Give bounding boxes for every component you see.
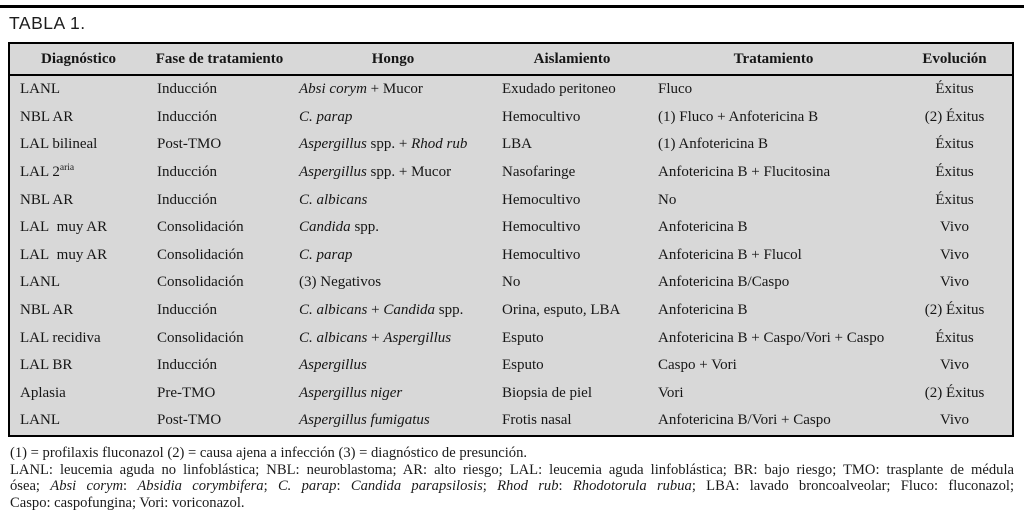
table-row	[10, 352, 1012, 380]
cell-evolucion: Vivo	[939, 357, 970, 374]
table-row	[10, 242, 1012, 270]
cell-aislamiento: Hemocultivo	[502, 191, 581, 208]
cell-aislamiento: Esputo	[502, 329, 544, 346]
cell-tratamiento: Fluco	[658, 81, 693, 98]
cell-diagnostico: LAL recidiva	[20, 329, 101, 346]
cell-diagnostico: Aplasia	[20, 384, 66, 401]
cell-fase-de-tratamiento: Inducción	[157, 302, 217, 319]
footnote-line: LANL: leucemia aguda no linfoblástica; NBL: neuroblastoma; AR: alto riesgo; LAL: leucemia aguda linfoblástica; BR: bajo riesgo; TMO: trasplante de médula	[10, 461, 1014, 478]
footnote-line: Caspo: caspofungina; Vori: voriconazol.	[10, 494, 245, 511]
table-row	[10, 297, 1012, 325]
table-row	[10, 380, 1012, 408]
cell-evolucion: Vivo	[939, 219, 970, 236]
cell-hongo: C. parap	[299, 108, 353, 125]
cell-tratamiento: Anfotericina B + Caspo/Vori + Caspo	[658, 329, 885, 346]
cell-evolucion: (2) Éxitus	[924, 302, 985, 319]
cell-hongo: (3) Negativos	[299, 274, 382, 291]
cell-diagnostico: LAL BR	[20, 357, 73, 374]
cell-tratamiento: Anfotericina B	[658, 219, 748, 236]
cell-diagnostico: LANL	[20, 274, 60, 291]
cell-aislamiento: No	[502, 274, 521, 291]
cell-hongo: Aspergillus niger	[299, 384, 403, 401]
cell-hongo: C. albicans	[299, 191, 368, 208]
cell-hongo: Aspergillus	[299, 357, 367, 374]
header-fase-de-tratamiento: Fase de tratamiento	[155, 50, 284, 67]
cell-diagnostico: LANL	[20, 81, 60, 98]
cell-aislamiento: Exudado peritoneo	[502, 81, 616, 98]
cell-fase-de-tratamiento: Post-TMO	[157, 412, 222, 429]
header-tratamiento: Tratamiento	[733, 50, 814, 67]
header-evolucion: Evolución	[922, 50, 987, 67]
cell-diagnostico: LAL bilineal	[20, 136, 98, 153]
cell-tratamiento: Anfotericina B + Flucitosina	[658, 164, 831, 181]
cell-aislamiento: Nasofaringe	[502, 164, 576, 181]
cell-fase-de-tratamiento: Consolidación	[157, 246, 244, 263]
cell-hongo: Absi corym + Mucor	[299, 81, 423, 98]
cell-diagnostico: NBL AR	[20, 191, 74, 208]
cell-hongo: Aspergillus spp. + Rhod rub	[299, 136, 468, 153]
table-row	[10, 407, 1012, 435]
cell-diagnostico: NBL AR	[20, 108, 74, 125]
cell-evolucion: Vivo	[939, 274, 970, 291]
cell-tratamiento: Anfotericina B	[658, 302, 748, 319]
cell-hongo: C. albicans + Aspergillus	[299, 329, 452, 346]
cell-fase-de-tratamiento: Post-TMO	[157, 136, 222, 153]
cell-hongo: Aspergillus spp. + Mucor	[299, 164, 452, 181]
cell-fase-de-tratamiento: Consolidación	[157, 329, 244, 346]
top-rule	[0, 5, 1024, 8]
cell-evolucion: (2) Éxitus	[924, 384, 985, 401]
cell-diagnostico: LAL muy AR	[20, 219, 108, 236]
header-hongo: Hongo	[371, 50, 415, 67]
cell-tratamiento: Anfotericina B/Caspo	[658, 274, 790, 291]
cell-aislamiento: Hemocultivo	[502, 108, 581, 125]
table-caption: TABLA 1.	[9, 13, 86, 33]
cell-fase-de-tratamiento: Consolidación	[157, 274, 244, 291]
cell-evolucion: Éxitus	[935, 329, 974, 346]
footnotes	[10, 445, 1014, 511]
table-body	[10, 76, 1012, 435]
cell-evolucion: Éxitus	[935, 164, 974, 181]
table-row	[10, 269, 1012, 297]
cell-fase-de-tratamiento: Consolidación	[157, 219, 244, 236]
data-table	[8, 42, 1014, 437]
table-row	[10, 76, 1012, 104]
table-row	[10, 131, 1012, 159]
cell-tratamiento: Caspo + Vori	[658, 357, 737, 374]
cell-diagnostico: NBL AR	[20, 302, 74, 319]
cell-tratamiento: Vori	[658, 384, 684, 401]
footnote-line: ósea; Absi corym: Absidia corymbifera; C. parap: Candida parapsilosis; Rhod rub: Rhodotorula rubua; LBA: lavado broncoalveolar; Fluco: fluconazol;	[10, 478, 1015, 495]
cell-hongo: C. parap	[299, 246, 353, 263]
cell-fase-de-tratamiento: Inducción	[157, 164, 217, 181]
cell-aislamiento: LBA	[502, 136, 532, 153]
cell-fase-de-tratamiento: Inducción	[157, 81, 217, 98]
cell-diagnostico: LANL	[20, 412, 60, 429]
table-row	[10, 324, 1012, 352]
cell-diagnostico: LAL muy AR	[20, 246, 108, 263]
table-row	[10, 214, 1012, 242]
cell-tratamiento: No	[658, 191, 677, 208]
cell-aislamiento: Biopsia de piel	[502, 384, 592, 401]
cell-aislamiento: Hemocultivo	[502, 219, 581, 236]
cell-fase-de-tratamiento: Inducción	[157, 191, 217, 208]
cell-fase-de-tratamiento: Pre-TMO	[157, 384, 216, 401]
cell-tratamiento: Anfotericina B/Vori + Caspo	[658, 412, 831, 429]
cell-aislamiento: Esputo	[502, 357, 544, 374]
cell-hongo: Candida spp.	[299, 219, 380, 236]
cell-tratamiento: (1) Anfotericina B	[658, 136, 768, 153]
table-header-row	[10, 44, 1012, 76]
cell-aislamiento: Frotis nasal	[502, 412, 572, 429]
footnote-line: (1) = profilaxis fluconazol (2) = causa ajena a infección (3) = diagnóstico de presunción.	[10, 445, 528, 461]
table-row	[10, 159, 1012, 187]
cell-tratamiento: (1) Fluco + Anfotericina B	[658, 108, 819, 125]
cell-aislamiento: Hemocultivo	[502, 246, 581, 263]
cell-evolucion: Éxitus	[935, 81, 974, 98]
header-diagnostico: Diagnóstico	[41, 50, 116, 67]
cell-tratamiento: Anfotericina B + Flucol	[658, 246, 802, 263]
table-row	[10, 186, 1012, 214]
cell-fase-de-tratamiento: Inducción	[157, 108, 217, 125]
cell-fase-de-tratamiento: Inducción	[157, 357, 217, 374]
cell-evolucion: Vivo	[939, 246, 970, 263]
cell-hongo: Aspergillus fumigatus	[299, 412, 430, 429]
cell-hongo: C. albicans + Candida spp.	[299, 302, 464, 319]
cell-diagnostico: LAL $2^{aria}$	[20, 163, 75, 181]
cell-aislamiento: Orina, esputo, LBA	[502, 302, 621, 319]
cell-evolucion: Éxitus	[935, 136, 974, 153]
cell-evolucion: Vivo	[939, 412, 970, 429]
cell-evolucion: (2) Éxitus	[924, 108, 985, 125]
header-aislamiento: Aislamiento	[533, 50, 611, 67]
table-row	[10, 104, 1012, 132]
cell-evolucion: Éxitus	[935, 191, 974, 208]
